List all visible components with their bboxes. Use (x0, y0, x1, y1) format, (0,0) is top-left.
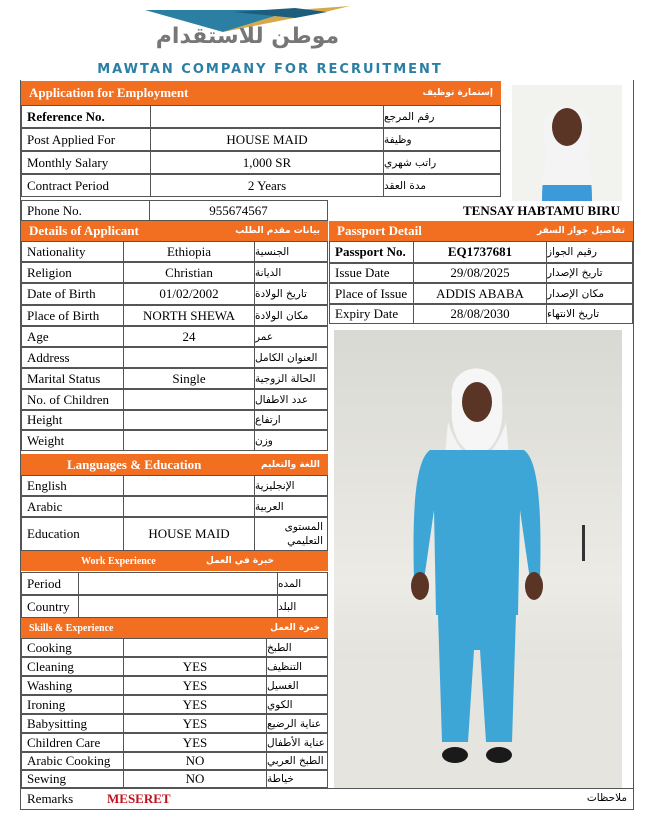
nationality-label: Nationality (21, 241, 124, 262)
country-label: Country (21, 595, 79, 618)
work-title: Work Experience (81, 555, 156, 567)
phone-label: Phone No. (21, 200, 150, 221)
nationality-value: Ethiopia (123, 241, 255, 262)
passport-no-value: EQ1737681 (413, 241, 547, 263)
remarks-value: MESERET (107, 791, 171, 806)
period-label: Period (21, 572, 79, 595)
monthly-salary-value: 1,000 SR (150, 151, 384, 174)
expiry-date-label-ar: تاريخ الانتهاء (546, 304, 633, 324)
arabic-cooking-label-ar: الطبخ العربي (266, 752, 328, 770)
post-applied-for-value: HOUSE MAID (150, 128, 384, 151)
country-value (78, 595, 278, 618)
details-title: Details of Applicant (29, 223, 139, 238)
details-title-ar: بيانات مقدم الطلب (235, 226, 320, 236)
arabic-cooking-value: NO (123, 752, 267, 770)
reference-no-label: Reference No. (21, 105, 151, 128)
post-applied-for-label-ar: وظيفة (383, 128, 501, 151)
cooking-label-ar: الطبخ (266, 638, 328, 657)
portrait-figure (512, 85, 622, 201)
marital-status-value: Single (123, 368, 255, 389)
passport-title: Passport Detail (337, 223, 422, 238)
languages-title: Languages & Education (67, 456, 202, 472)
babysitting-value: YES (123, 714, 267, 733)
remarks-label: Remarks (27, 791, 74, 806)
full-body-photo (334, 330, 622, 788)
marital-status-label: Marital Status (21, 368, 124, 389)
age-value: 24 (123, 326, 255, 347)
children-care-label: Children Care (21, 733, 124, 752)
issue-date-label-ar: تاريخ الإصدار (546, 263, 633, 283)
portrait-photo (512, 85, 622, 201)
height-value (123, 410, 255, 430)
religion-label-ar: الديانة (254, 262, 328, 283)
monthly-salary-label: Monthly Salary (21, 151, 151, 174)
reference-no-value (150, 105, 384, 128)
arabic-cooking-label: Arabic Cooking (21, 752, 124, 770)
no-of-children-value (123, 389, 255, 410)
details-header (21, 221, 328, 241)
english-value (123, 475, 255, 496)
english-label-ar: الإنجليزية (254, 475, 328, 496)
languages-title-ar: اللغة والتعليم (260, 459, 320, 470)
height-label-ar: ارتفاع (254, 410, 328, 430)
period-label-ar: المده (277, 572, 328, 595)
no-of-children-label-ar: عدد الاطفال (254, 389, 328, 410)
period-value (78, 572, 278, 595)
address-value (123, 347, 255, 368)
remarks-label-ar: ملاحظات (586, 792, 627, 804)
skills-header (21, 618, 328, 638)
ironing-label-ar: الكوي (266, 695, 328, 714)
place-of-issue-value: ADDIS ABABA (413, 283, 547, 304)
remarks-row (21, 788, 633, 809)
babysitting-label-ar: عناية الرضيع (266, 714, 328, 733)
ironing-label: Ironing (21, 695, 124, 714)
passport-header (329, 221, 633, 241)
education-value: HOUSE MAID (123, 517, 255, 551)
passport-no-label: Passport No. (329, 241, 414, 263)
issue-date-label: Issue Date (329, 263, 414, 283)
weight-label: Weight (21, 430, 124, 451)
date-of-birth-label-ar: تاريخ الولادة (254, 283, 328, 305)
application-header (21, 81, 501, 105)
cleaning-label: Cleaning (21, 657, 124, 676)
education-label-ar: المستوى التعليمي (254, 517, 328, 551)
babysitting-label: Babysitting (21, 714, 124, 733)
place-of-birth-label-ar: مكان الولادة (254, 305, 328, 326)
no-of-children-label: No. of Children (21, 389, 124, 410)
country-label-ar: البلد (277, 595, 328, 618)
religion-value: Christian (123, 262, 255, 283)
post-applied-for-label: Post Applied For (21, 128, 151, 151)
application-title-ar: إستمارة توظيف (422, 88, 493, 98)
marital-status-label-ar: الحالة الزوجية (254, 368, 328, 389)
passport-title-ar: تفاصيل جواز السفر (536, 226, 625, 236)
skills-title-ar: خبرة العمل (270, 623, 320, 633)
washing-label: Washing (21, 676, 124, 695)
weight-label-ar: وزن (254, 430, 328, 451)
children-care-value: YES (123, 733, 267, 752)
company-logo (145, 2, 350, 56)
nationality-label-ar: الجنسية (254, 241, 328, 262)
cooking-label: Cooking (21, 638, 124, 657)
cleaning-label-ar: التنظيف (266, 657, 328, 676)
sewing-label: Sewing (21, 770, 124, 788)
children-care-label-ar: عناية الأطفال (266, 733, 328, 752)
work-header (21, 551, 328, 571)
sewing-value: NO (123, 770, 267, 788)
age-label-ar: عمر (254, 326, 328, 347)
place-of-issue-label: Place of Issue (329, 283, 414, 304)
english-label: English (21, 475, 124, 496)
arabic-label: Arabic (21, 496, 124, 517)
arabic-label-ar: العربية (254, 496, 328, 517)
full-body-figure (334, 330, 622, 788)
expiry-date-label: Expiry Date (329, 304, 414, 324)
place-of-birth-label: Place of Birth (21, 305, 124, 326)
logo-arabic-text: موطن للاستقدام (155, 24, 340, 49)
reference-no-label-ar: رقم المرجع (383, 105, 501, 128)
phone-value: 955674567 (149, 200, 328, 221)
height-label: Height (21, 410, 124, 430)
date-of-birth-value: 01/02/2002 (123, 283, 255, 305)
monthly-salary-label-ar: راتب شهري (383, 151, 501, 174)
ironing-value: YES (123, 695, 267, 714)
religion-label: Religion (21, 262, 124, 283)
application-title: Application for Employment (29, 85, 189, 100)
address-label: Address (21, 347, 124, 368)
washing-label-ar: الغسيل (266, 676, 328, 695)
contract-period-label-ar: مدة العقد (383, 174, 501, 197)
cleaning-value: YES (123, 657, 267, 676)
contract-period-value: 2 Years (150, 174, 384, 197)
issue-date-value: 29/08/2025 (413, 263, 547, 283)
passport-no-label-ar: رقيم الجواز (546, 241, 633, 263)
applicant-name: TENSAY HABTAMU BIRU (463, 203, 620, 218)
weight-value (123, 430, 255, 451)
age-label: Age (21, 326, 124, 347)
cooking-value (123, 638, 267, 657)
place-of-issue-label-ar: مكان الإصدار (546, 283, 633, 304)
washing-value: YES (123, 676, 267, 695)
date-of-birth-label: Date of Birth (21, 283, 124, 305)
education-label: Education (21, 517, 124, 551)
expiry-date-value: 28/08/2030 (413, 304, 547, 324)
company-name: MAWTAN COMPANY FOR RECRUITMENT (97, 62, 443, 77)
address-label-ar: العنوان الكامل (254, 347, 328, 368)
skills-title: Skills & Experience (29, 622, 114, 634)
arabic-value (123, 496, 255, 517)
place-of-birth-value: NORTH SHEWA (123, 305, 255, 326)
sewing-label-ar: خياطة (266, 770, 328, 788)
languages-header (21, 454, 328, 475)
contract-period-label: Contract Period (21, 174, 151, 197)
work-title-ar: خبرة في العمل (206, 556, 274, 566)
